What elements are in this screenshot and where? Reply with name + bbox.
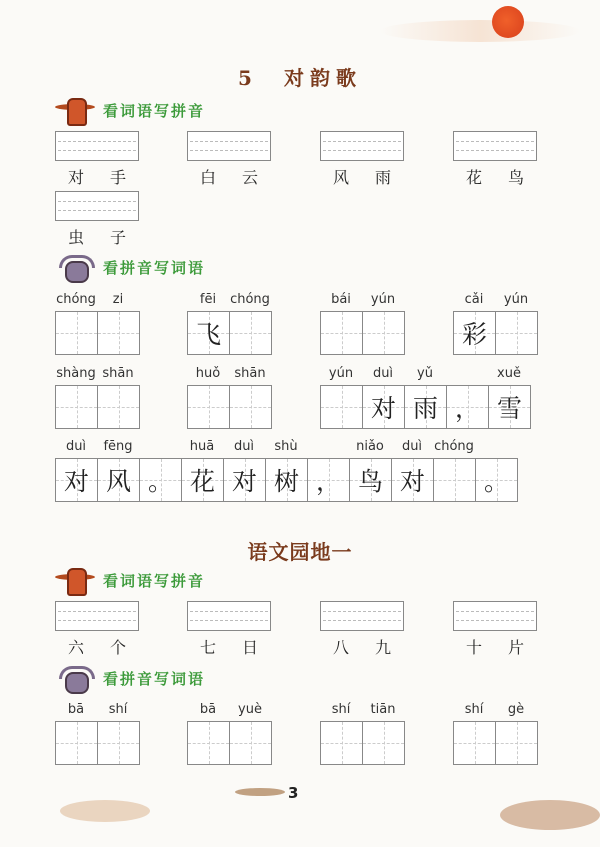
- writing-cell[interactable]: [392, 459, 434, 501]
- tianzige-grid: [453, 311, 538, 355]
- pinyin-row: [453, 702, 537, 717]
- cell-character: 对: [231, 467, 257, 496]
- writing-cell[interactable]: [266, 459, 308, 501]
- pinyin-syllable: yún: [370, 292, 396, 307]
- pinyin-syllable: fēng: [103, 439, 133, 454]
- cell-character: 对: [63, 467, 89, 496]
- mascot-cow-icon: [55, 255, 95, 279]
- pinyin-syllable: [307, 439, 349, 454]
- writing-cell[interactable]: [489, 386, 531, 428]
- rocks-illustration: [500, 800, 600, 830]
- pinyin-syllable: [475, 439, 517, 454]
- pinyin-syllable: tiān: [370, 702, 396, 717]
- pinyin-syllable: shàng: [56, 366, 96, 381]
- tianzige-grid: [453, 721, 538, 765]
- pinyin-syllable: zi: [112, 292, 124, 307]
- cell-character: 雨: [412, 394, 438, 423]
- pinyin-syllable: niǎo: [356, 439, 384, 454]
- pinyin-syllable: yún: [503, 292, 529, 307]
- writing-cell[interactable]: [56, 459, 98, 501]
- character: 日: [241, 638, 258, 657]
- word-characters: [55, 635, 139, 658]
- writing-cell[interactable]: [454, 722, 496, 764]
- sun-illustration: [492, 6, 524, 38]
- writing-cell[interactable]: [98, 386, 140, 428]
- pinyin-row: [55, 292, 139, 307]
- tianzige-grid: [320, 385, 531, 429]
- tianzige-grid: [55, 458, 518, 502]
- pinyin-syllable: shù: [274, 439, 298, 454]
- writing-cell[interactable]: [350, 459, 392, 501]
- writing-cell[interactable]: [230, 722, 272, 764]
- pinyin-syllable: bā: [67, 702, 85, 717]
- pinyin-syllable: shí: [464, 702, 484, 717]
- writing-cell[interactable]: [321, 722, 363, 764]
- word-characters: [320, 165, 404, 188]
- writing-cell[interactable]: [321, 386, 363, 428]
- pinyin-syllable: chóng: [434, 439, 474, 454]
- character: 手: [109, 168, 126, 187]
- pinyin-syllable: [139, 439, 181, 454]
- pinyin-row: [187, 366, 271, 381]
- character: 八: [332, 638, 349, 657]
- word-characters: [320, 635, 404, 658]
- tianzige-grid: [320, 721, 405, 765]
- tianzige-grid: [320, 311, 405, 355]
- character: 十: [465, 638, 482, 657]
- decorative-haze: [380, 20, 580, 42]
- tianzige-grid: [55, 721, 140, 765]
- pinyin-syllable: duì: [372, 366, 394, 381]
- page-number: 3: [288, 784, 299, 802]
- character: 花: [465, 168, 482, 187]
- pinyin-syllable: bā: [199, 702, 217, 717]
- cell-character: 。: [147, 467, 173, 496]
- pinyin-row: [320, 702, 404, 717]
- character: 七: [199, 638, 216, 657]
- cell-character: ，: [454, 394, 480, 423]
- tianzige-grid: [187, 385, 272, 429]
- pinyin-answer-box[interactable]: [320, 601, 404, 631]
- character: 子: [109, 228, 126, 247]
- word-characters: [187, 165, 271, 188]
- pinyin-answer-box[interactable]: [320, 131, 404, 161]
- pinyin-answer-box[interactable]: [55, 191, 139, 221]
- writing-cell[interactable]: [363, 722, 405, 764]
- cell-character: 彩: [461, 320, 487, 349]
- pinyin-row: [187, 292, 271, 307]
- pinyin-syllable: huǒ: [195, 366, 221, 381]
- pinyin-row: [55, 439, 517, 454]
- character: 片: [507, 638, 524, 657]
- pinyin-syllable: yǔ: [417, 366, 433, 381]
- cell-character: 雪: [496, 394, 522, 423]
- character: 个: [109, 638, 126, 657]
- pinyin-syllable: [446, 366, 488, 381]
- cell-character: 。: [483, 467, 509, 496]
- character: 六: [67, 638, 84, 657]
- pinyin-row: [187, 702, 271, 717]
- cell-character: 对: [399, 467, 425, 496]
- character: 虫: [67, 228, 84, 247]
- pinyin-syllable: xuě: [497, 366, 521, 381]
- pinyin-syllable: gè: [507, 702, 525, 717]
- section-label: 看词语写拼音: [103, 571, 206, 590]
- tianzige-grid: [187, 721, 272, 765]
- tianzige-grid: [55, 311, 140, 355]
- pinyin-answer-box[interactable]: [55, 131, 139, 161]
- character: 白: [199, 168, 216, 187]
- lesson-title: 5 对韵歌: [238, 66, 362, 90]
- cell-character: 鸟: [357, 467, 383, 496]
- cell-character: 对: [370, 394, 396, 423]
- mascot-hat-icon: [55, 98, 95, 122]
- word-characters: [453, 165, 537, 188]
- pinyin-syllable: shān: [102, 366, 134, 381]
- writing-cell[interactable]: [98, 722, 140, 764]
- writing-cell[interactable]: [405, 386, 447, 428]
- pinyin-syllable: bái: [331, 292, 351, 307]
- writing-cell[interactable]: [56, 722, 98, 764]
- section-header-write-pinyin: [55, 98, 205, 122]
- mascot-cow-icon: [55, 666, 95, 690]
- pinyin-syllable: huā: [189, 439, 215, 454]
- writing-cell[interactable]: [230, 386, 272, 428]
- section-title: 语文园地一: [247, 540, 353, 564]
- word-characters: [55, 225, 139, 248]
- writing-cell[interactable]: [321, 312, 363, 354]
- writing-cell[interactable]: [447, 386, 489, 428]
- writing-cell[interactable]: [140, 459, 182, 501]
- section-header-write-words: [55, 255, 205, 279]
- writing-cell[interactable]: [308, 459, 350, 501]
- character: 鸟: [507, 168, 524, 187]
- pinyin-row: [320, 366, 530, 381]
- pinyin-syllable: duì: [233, 439, 255, 454]
- section-header-write-words-2: [55, 666, 205, 690]
- pinyin-syllable: fēi: [199, 292, 217, 307]
- pinyin-row: [453, 292, 537, 307]
- cell-character: 风: [105, 467, 131, 496]
- cell-character: 树: [273, 467, 299, 496]
- writing-cell[interactable]: [188, 386, 230, 428]
- writing-cell[interactable]: [188, 722, 230, 764]
- pinyin-syllable: chóng: [56, 292, 96, 307]
- pinyin-answer-box[interactable]: [187, 601, 271, 631]
- pinyin-syllable: yuè: [238, 702, 262, 717]
- cell-character: ，: [315, 467, 341, 496]
- character: 云: [241, 168, 258, 187]
- word-characters: [453, 635, 537, 658]
- pinyin-syllable: shí: [108, 702, 128, 717]
- section-label: 看拼音写词语: [103, 258, 206, 277]
- writing-cell[interactable]: [454, 312, 496, 354]
- pinyin-syllable: cǎi: [464, 292, 484, 307]
- writing-cell[interactable]: [182, 459, 224, 501]
- word-characters: [55, 165, 139, 188]
- pinyin-answer-box[interactable]: [55, 601, 139, 631]
- writing-cell[interactable]: [363, 312, 405, 354]
- writing-cell[interactable]: [188, 312, 230, 354]
- writing-cell[interactable]: [224, 459, 266, 501]
- writing-cell[interactable]: [230, 312, 272, 354]
- pinyin-syllable: duì: [65, 439, 87, 454]
- mascot-hat-icon: [55, 568, 95, 592]
- writing-cell[interactable]: [476, 459, 518, 501]
- writing-cell[interactable]: [56, 312, 98, 354]
- lotus-illustration: [60, 800, 150, 822]
- writing-cell[interactable]: [56, 386, 98, 428]
- boat-illustration: [235, 788, 285, 796]
- pinyin-row: [320, 292, 404, 307]
- writing-cell[interactable]: [496, 312, 538, 354]
- pinyin-answer-box[interactable]: [453, 131, 537, 161]
- section-label: 看词语写拼音: [103, 101, 206, 120]
- character: 九: [374, 638, 391, 657]
- section-label: 看拼音写词语: [103, 669, 206, 688]
- writing-cell[interactable]: [363, 386, 405, 428]
- writing-cell[interactable]: [98, 459, 140, 501]
- writing-cell[interactable]: [98, 312, 140, 354]
- pinyin-row: [55, 702, 139, 717]
- pinyin-syllable: shān: [234, 366, 266, 381]
- pinyin-syllable: chóng: [230, 292, 270, 307]
- word-characters: [187, 635, 271, 658]
- tianzige-grid: [55, 385, 140, 429]
- cell-character: 飞: [195, 320, 221, 349]
- pinyin-answer-box[interactable]: [187, 131, 271, 161]
- character: 风: [332, 168, 349, 187]
- writing-cell[interactable]: [434, 459, 476, 501]
- pinyin-row: [55, 366, 139, 381]
- pinyin-answer-box[interactable]: [453, 601, 537, 631]
- pinyin-syllable: duì: [401, 439, 423, 454]
- character: 雨: [374, 168, 391, 187]
- writing-cell[interactable]: [496, 722, 538, 764]
- pinyin-syllable: shí: [331, 702, 351, 717]
- cell-character: 花: [189, 467, 215, 496]
- section-header-write-pinyin-2: [55, 568, 205, 592]
- pinyin-syllable: yún: [328, 366, 354, 381]
- character: 对: [67, 168, 84, 187]
- tianzige-grid: [187, 311, 272, 355]
